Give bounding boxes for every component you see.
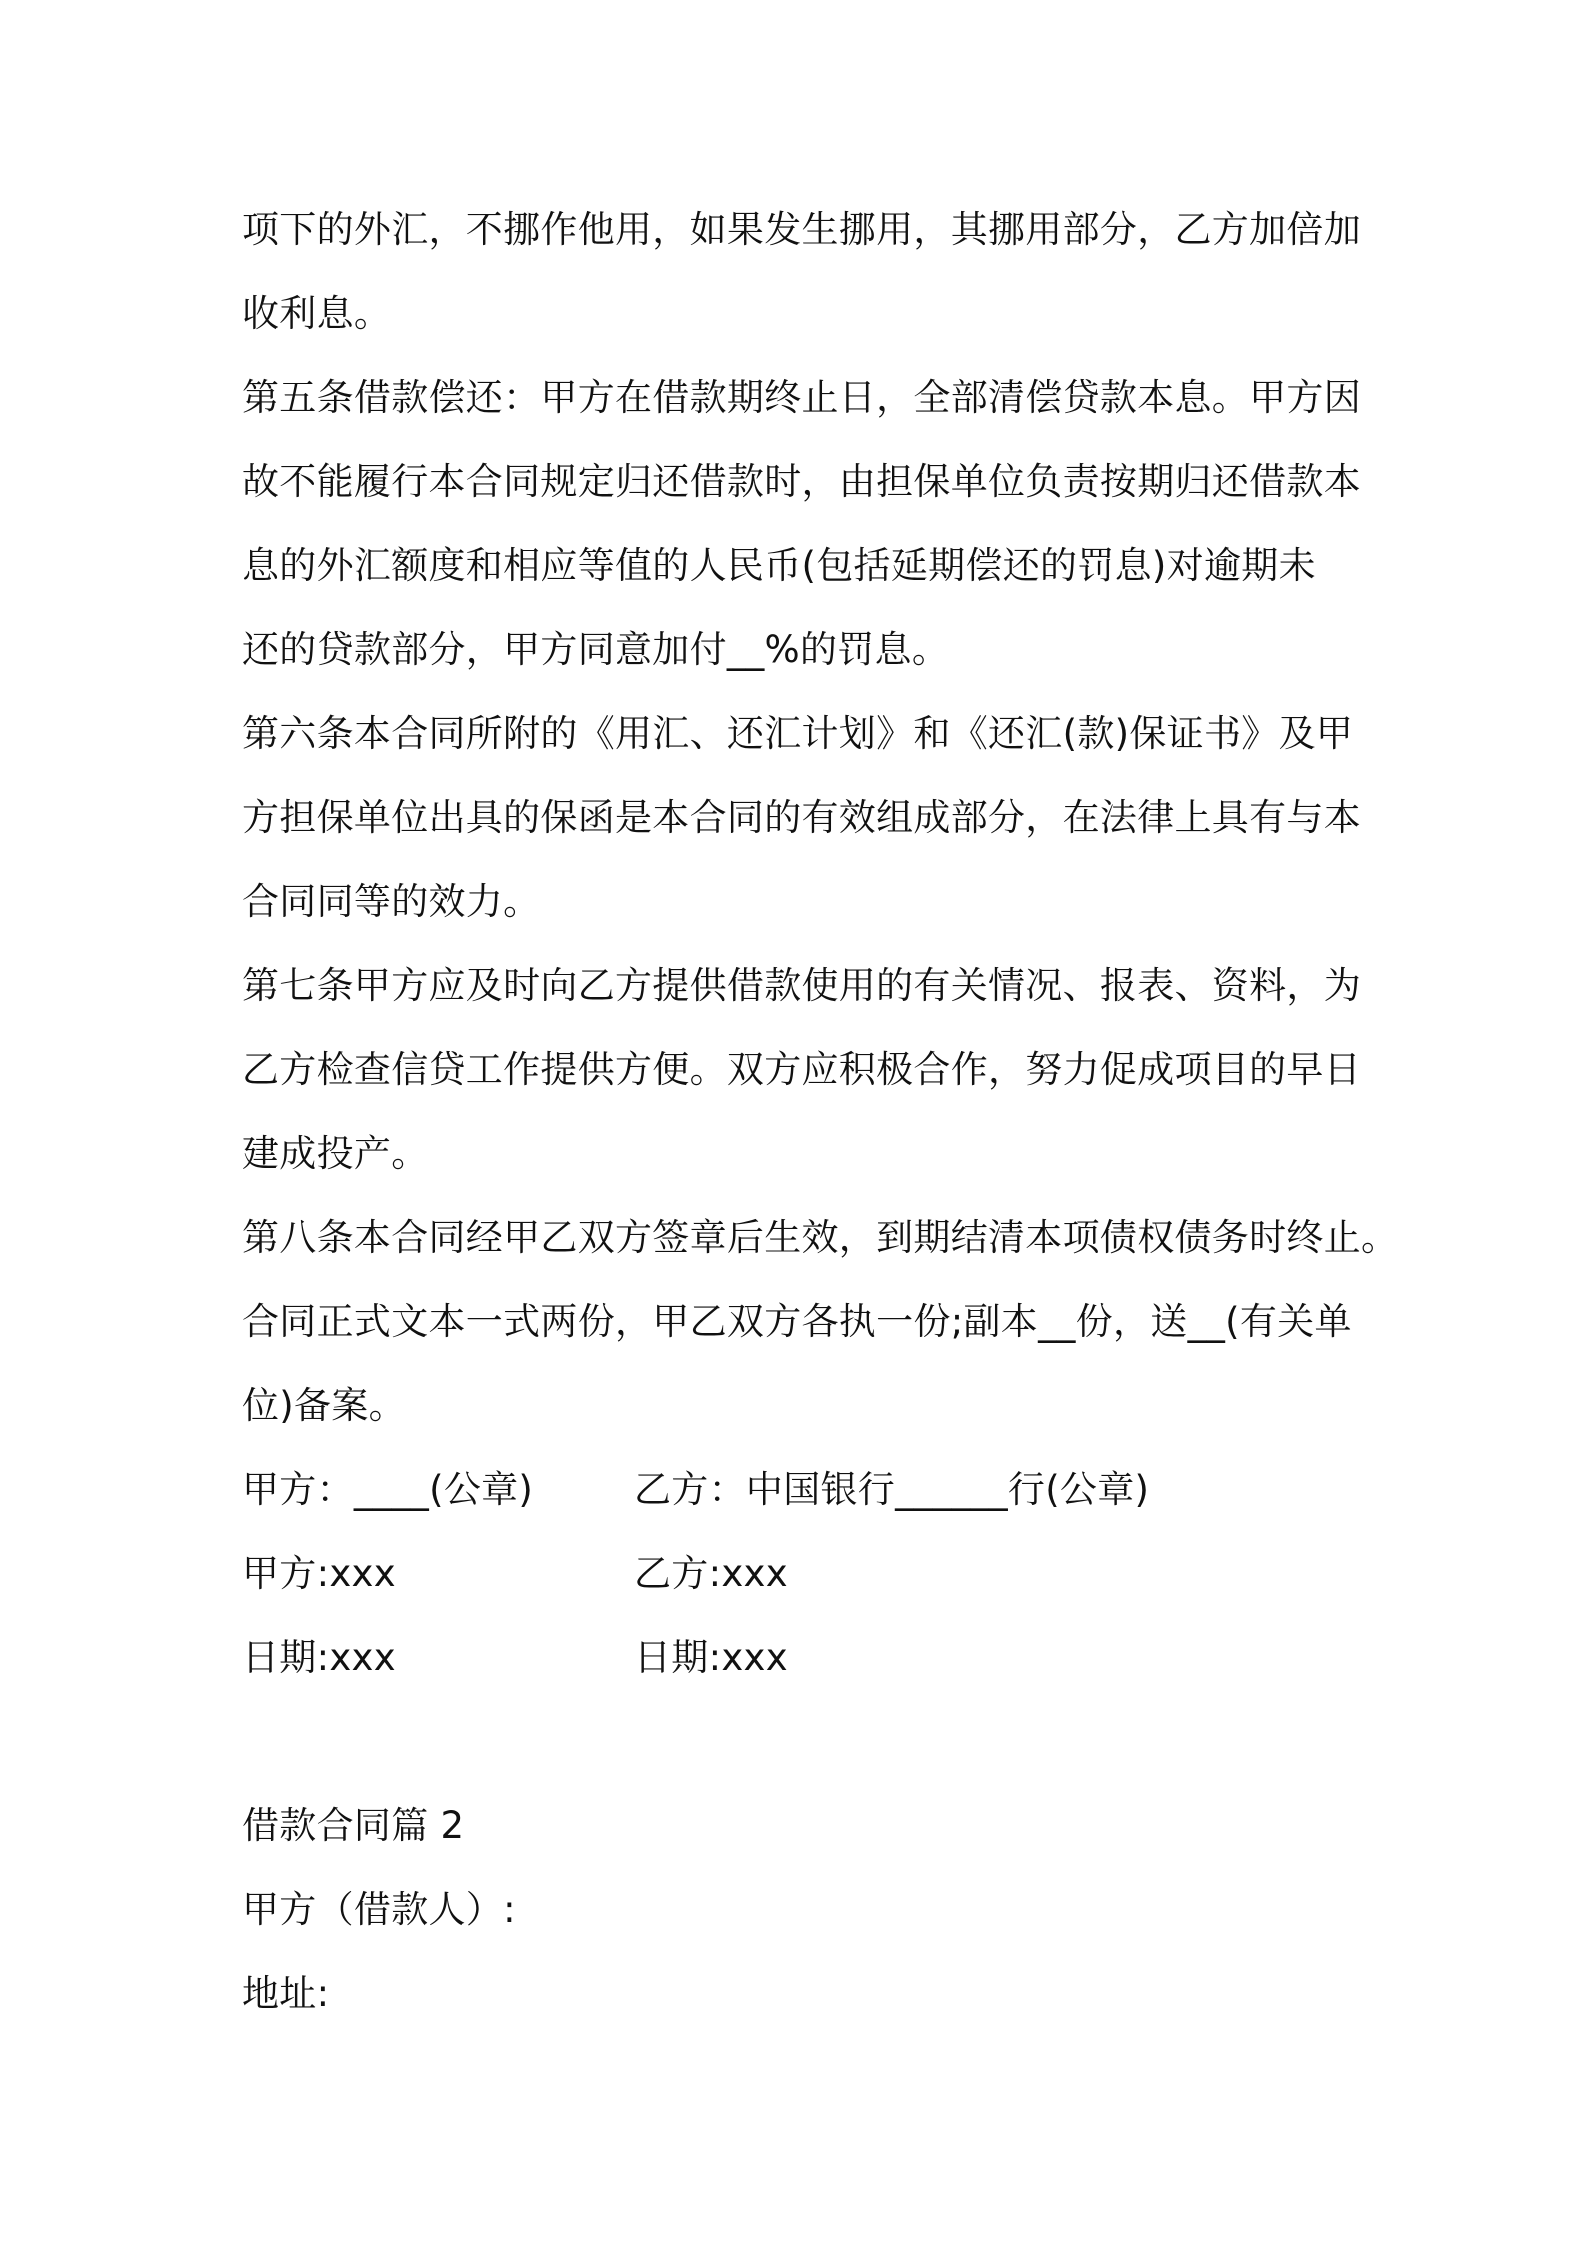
signature-seal-row <box>242 1466 1150 1514</box>
section-2-title: 借款合同篇 2 <box>242 1804 465 1847</box>
article-8-line-1: 第八条本合同经甲乙双方签章后生效，到期结清本项债权债务时终止。 <box>242 1216 1399 1259</box>
article-5-line-3: 息的外汇额度和相应等值的人民币(包括延期偿还的罚息)对逾期未 <box>242 544 1316 587</box>
article-7-line-3: 建成投产。 <box>242 1132 429 1175</box>
body-line-1: 项下的外汇，不挪作他用，如果发生挪用，其挪用部分，乙方加倍加 <box>242 208 1361 251</box>
article-7-line-1: 第七条甲方应及时向乙方提供借款使用的有关情况、报表、资料，为 <box>242 964 1361 1007</box>
article-6-line-3: 合同同等的效力。 <box>242 880 541 923</box>
article-8-line-2: 合同正式文本一式两份，甲乙双方各执一份;副本__份，送__(有关单 <box>242 1300 1352 1343</box>
party-b-rep: 乙方:xxx <box>634 1552 788 1595</box>
date-a: 日期:xxx <box>242 1636 396 1679</box>
party-a-seal: 甲方：____(公章) <box>242 1468 534 1511</box>
borrower-label: 甲方（借款人）: <box>242 1888 516 1931</box>
article-6-line-1: 第六条本合同所附的《用汇、还汇计划》和《还汇(款)保证书》及甲 <box>242 712 1354 755</box>
article-5-line-1: 第五条借款偿还：甲方在借款期终止日，全部清偿贷款本息。甲方因 <box>242 376 1361 419</box>
date-b: 日期:xxx <box>634 1636 788 1679</box>
article-7-line-2: 乙方检查信贷工作提供方便。双方应积极合作，努力促成项目的早日 <box>242 1048 1361 1091</box>
article-8-line-3: 位)备案。 <box>242 1384 406 1427</box>
article-5-line-2: 故不能履行本合同规定归还借款时，由担保单位负责按期归还借款本 <box>242 460 1361 503</box>
article-6-line-2: 方担保单位出具的保函是本合同的有效组成部分，在法律上具有与本 <box>242 796 1361 839</box>
party-a-rep: 甲方:xxx <box>242 1552 396 1595</box>
article-5-line-4: 还的贷款部分，甲方同意加付__%的罚息。 <box>242 628 950 671</box>
party-b-seal: 乙方：中国银行______行(公章) <box>634 1468 1150 1511</box>
signature-date-row <box>242 1634 788 1682</box>
body-line-2: 收利息。 <box>242 292 392 335</box>
signature-rep-row <box>242 1550 788 1598</box>
address-label: 地址: <box>242 1972 330 2015</box>
